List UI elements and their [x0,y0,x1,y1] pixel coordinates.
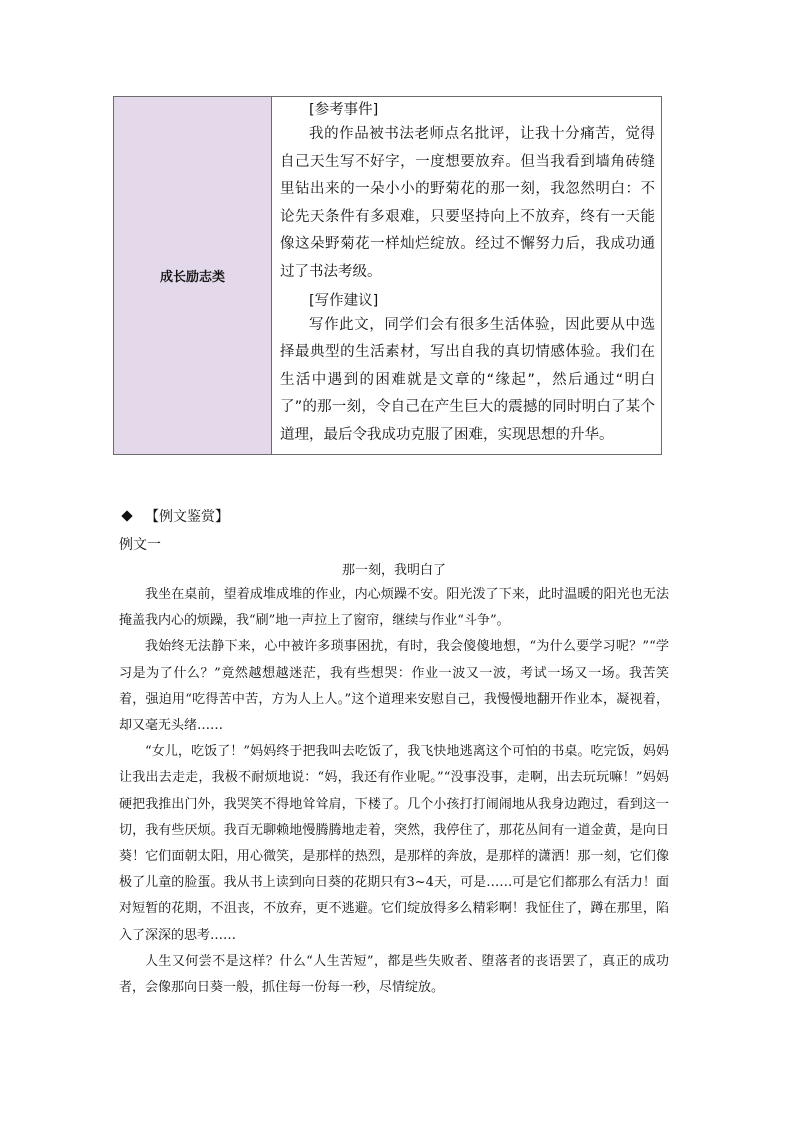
content-cell [272,97,662,455]
essay-paragraph: 人生又何尝不是这样？什么“人生苦短”，都是些失败者、堕落者的丧语罢了，真正的成功者，会像那向日葵一般，抓住每一份每一秒，尽情绽放。 [119,953,669,996]
essay-body [119,582,669,1001]
writing-advice-heading: [写作建议] [309,292,379,309]
section-heading [119,507,229,527]
reference-table [113,96,662,455]
category-cell [114,97,272,455]
essay-paragraph: “女儿，吃饭了！”妈妈终于把我叫去吃饭了，我飞快地逃离这个可怕的书桌。吃完饭，妈妈让我出去走走，我极不耐烦地说：“妈，我还有作业呢。”“没事没事，走啊，出去玩玩嘛！”妈妈硬把我推出门外，我哭笑不得地耸耸肩，下楼了。几个小孩打打闹闹地从我身边跑过，看到这一切，我有些厌烦。我百无聊赖地慢腾腾地走着，突然，我停住了，那花丛间有一道金黄，是向日葵！它们面朝太阳，用心微笑，是那样的热烈，是那样的奔放，是那样的潇洒！那一刻，它们像极了儿童的脸蛋。我从书上读到向日葵的花期只有3~4天，可是……可是它们都那么有活力！面对短暂的花期，不沮丧，不放弃，更不逃避。它们绽放得多么精彩啊！我怔住了，蹲在那里，陷入了深深的思考…… [119,744,669,943]
example-label: 例文一 [119,537,161,553]
category-label: 成长励志类 [159,269,225,285]
reference-event-heading: [参考事件] [309,102,379,118]
essay-paragraph: 我坐在桌前，望着成堆成堆的作业，内心烦躁不安。阳光泼了下来，此时温暖的阳光也无法掩盖我内心的烦躁，我“刷”地一声拉上了窗帘，继续与作业“斗争”。 [119,587,669,629]
essay-title: 那一刻，我明白了 [341,563,446,578]
diamond-bullet-icon [121,510,132,521]
writing-advice-text: 写作此文，同学们会有很多生活体验，因此要从中选择最典型的生活素材，写出自我的真切情感体验。我们在生活中遇到的困难就是文章的“缘起”，然后通过“明白了”的那一刻，令自己在产生巨大的震撼的同时明白了某个道理，最后令我成功克服了困难，实现思想的升华。 [280,316,655,443]
essay-paragraph: 我始终无法静下来，心中被许多琐事困扰，有时，我会傻傻地想，“为什么要学习呢？”“学习是为了什么？”竟然越想越迷茫，我有些想哭：作业一波又一波，考试一场又一场。我苦笑着，强迫用“吃得苦中苦，方为人上人。”这个道理来安慰自己，我慢慢地翻开作业本，凝视着，却又毫无头绪…… [119,639,669,734]
section-title-text: 【例文鉴赏】 [145,509,229,525]
reference-event-text: 我的作品被书法老师点名批评，让我十分痛苦，觉得自己天生写不好字，一度想要放弃。但当我看到墙角砖缝里钻出来的一朵小小的野菊花的那一刻，我忽然明白：不论先天条件有多艰难，只要坚持向上不放弃，终有一天能像这朵野菊花一样灿烂绽放。经过不懈努力后，我成功通过了书法考级。 [280,126,655,280]
table-row [114,97,662,455]
